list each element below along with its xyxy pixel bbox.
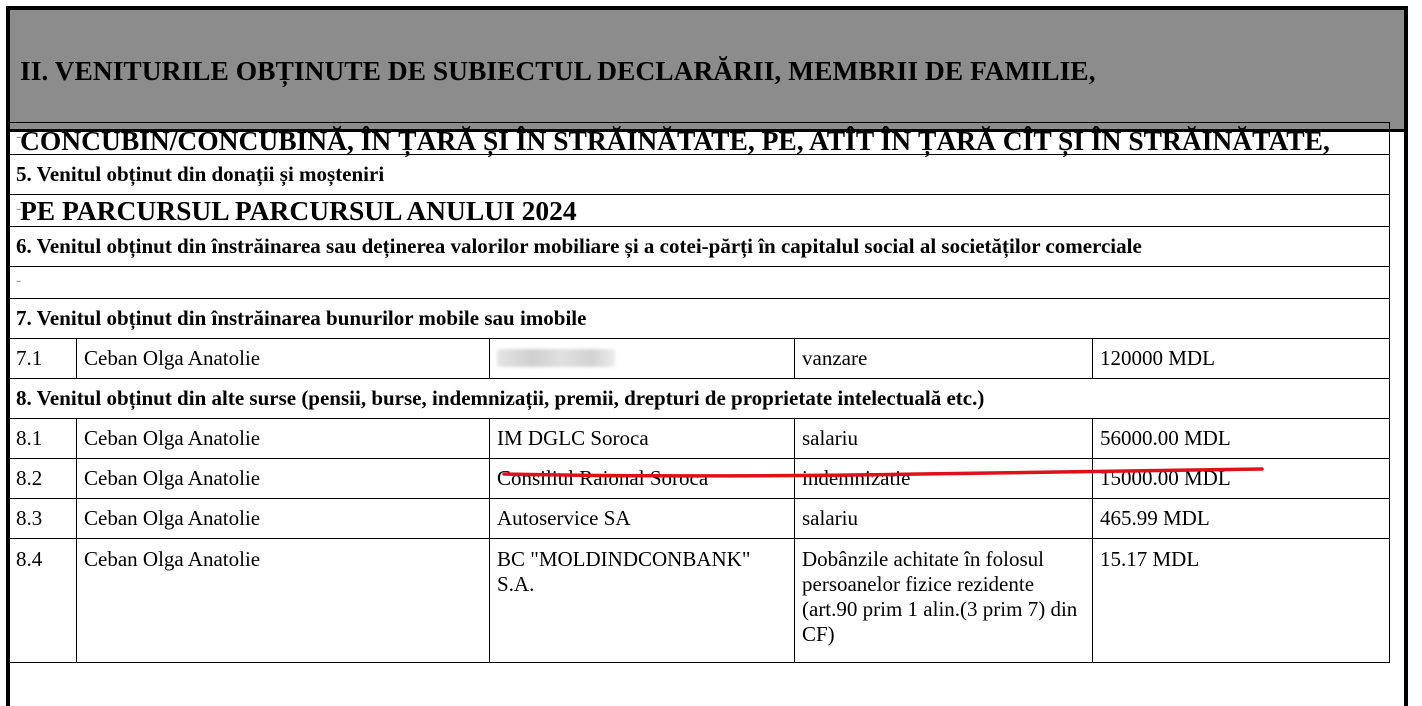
person-name: Ceban Olga Anatolie: [77, 419, 490, 459]
empty-row: [9, 195, 1390, 227]
heading-line-1: II. VENITURILE OBȚINUTE DE SUBIECTUL DECLARĂRII, MEMBRII DE FAMILIE,: [20, 55, 1096, 86]
income-source: Autoservice SA: [490, 499, 795, 539]
section-title-6: 6. Venitul obținut din înstrăinarea sau deținerea valorilor mobiliare și a cotei-părți în capitalul social al societăților comerciale: [9, 227, 1390, 267]
row-number: 8.1: [9, 419, 77, 459]
row-number: 8.3: [9, 499, 77, 539]
row-number: 8.2: [9, 459, 77, 499]
row-number: 7.1: [9, 339, 77, 379]
table-row: [9, 459, 1390, 499]
income-amount: 56000.00 MDL: [1093, 419, 1390, 459]
section-title-8: 8. Venitul obținut din alte surse (pensii, burse, indemnizații, premii, drepturi de proprietate intelectuală etc.): [9, 379, 1390, 419]
income-type: salariu: [795, 499, 1093, 539]
section-title-7: 7. Venitul obținut din înstrăinarea bunurilor mobile sau imobile: [9, 299, 1390, 339]
person-name: Ceban Olga Anatolie: [77, 459, 490, 499]
empty-row: [9, 123, 1390, 155]
income-type: salariu: [795, 419, 1093, 459]
empty-marker: -: [9, 267, 1390, 299]
row-number: 8.4: [9, 539, 77, 663]
income-source: Consiliul Raional Soroca: [490, 459, 795, 499]
income-type: indemnizatie: [795, 459, 1093, 499]
section-title-5: 5. Venitul obținut din donații și moșteniri: [9, 155, 1390, 195]
heading-line-3: PE PARCURSUL PARCURSUL ANULUI 2024: [20, 195, 577, 226]
empty-marker: -: [9, 123, 1390, 155]
table-row: [9, 539, 1390, 663]
income-amount: 465.99 MDL: [1093, 499, 1390, 539]
income-source: [490, 339, 795, 379]
section-row-6: [9, 227, 1390, 267]
section-row-5: [9, 155, 1390, 195]
heading-line-2: CONCUBIN/CONCUBINĂ, ÎN ȚARĂ ȘI ÎN STRĂINĂTATE, PE, ATÎT ÎN ȚARĂ CÎT ȘI ÎN STRĂINĂTATE,: [20, 125, 1330, 156]
income-source: BC "MOLDINDCONBANK" S.A.: [490, 539, 795, 663]
income-amount: 15.17 MDL: [1093, 539, 1390, 663]
income-table: [8, 122, 1390, 663]
table-row: [9, 499, 1390, 539]
redacted-text: [497, 349, 615, 367]
income-source: IM DGLC Soroca: [490, 419, 795, 459]
person-name: Ceban Olga Anatolie: [77, 539, 490, 663]
income-type: Dobânzile achitate în folosul persoanelor fizice rezidente (art.90 prim 1 alin.(3 prim 7) din CF): [795, 539, 1093, 663]
empty-marker: -: [9, 195, 1390, 227]
empty-row: [9, 267, 1390, 299]
income-amount: 15000.00 MDL: [1093, 459, 1390, 499]
section-row-8: [9, 379, 1390, 419]
person-name: Ceban Olga Anatolie: [77, 339, 490, 379]
income-type: vanzare: [795, 339, 1093, 379]
person-name: Ceban Olga Anatolie: [77, 499, 490, 539]
income-amount: 120000 MDL: [1093, 339, 1390, 379]
table-row: [9, 419, 1390, 459]
section-row-7: [9, 299, 1390, 339]
table-row: [9, 339, 1390, 379]
